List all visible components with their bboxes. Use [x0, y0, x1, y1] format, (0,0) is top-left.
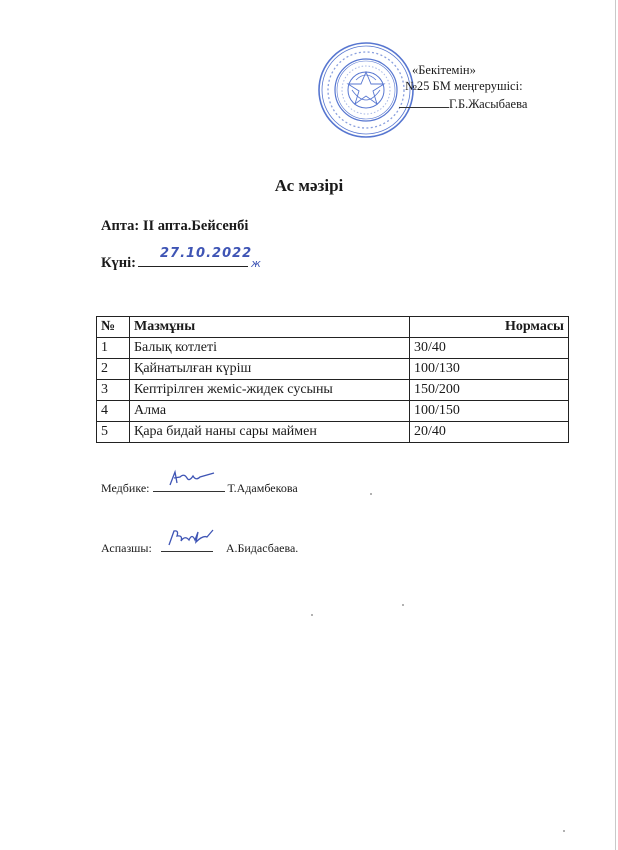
- scan-speck: [563, 830, 565, 832]
- row-norm: 20/40: [410, 422, 569, 443]
- header-number: №: [97, 317, 130, 338]
- nurse-signature-icon: [167, 469, 217, 489]
- week-line: Апта: II апта.Бейсенбі: [101, 218, 249, 234]
- table-row: [97, 401, 569, 422]
- cook-signature-blank: [161, 537, 213, 552]
- row-number: 1: [97, 338, 130, 359]
- cook-label: Аспазшы:: [101, 541, 152, 555]
- cook-name: А.Бидасбаева.: [225, 541, 299, 555]
- nurse-label: Медбике:: [101, 481, 150, 495]
- row-norm: 30/40: [410, 338, 569, 359]
- date-line: [101, 246, 261, 272]
- approval-name: Г.Б.Жасыбаева: [449, 97, 528, 111]
- row-norm: 150/200: [410, 380, 569, 401]
- nurse-signature-blank: [153, 477, 225, 492]
- scan-speck: [402, 604, 404, 606]
- date-blank: [138, 246, 253, 267]
- row-dish: Қара бидай наны сары маймен: [130, 422, 410, 443]
- cook-signature-icon: [165, 527, 217, 549]
- menu-table: [96, 316, 569, 443]
- handwritten-date: 27.10.2022: [159, 246, 253, 261]
- approval-position: №25 БМ меңгерушісі:: [405, 79, 523, 93]
- scan-speck: [311, 614, 313, 616]
- official-stamp: [316, 40, 416, 140]
- table-row: [97, 422, 569, 443]
- header-content: Мазмұны: [130, 317, 410, 338]
- scan-edge: [615, 0, 616, 850]
- row-norm: 100/130: [410, 359, 569, 380]
- date-label: Күні:: [101, 255, 136, 271]
- row-dish: Кептірілген жеміс-жидек сусыны: [130, 380, 410, 401]
- cook-signature-row: [101, 537, 298, 556]
- row-number: 4: [97, 401, 130, 422]
- signature-blank: [399, 107, 449, 108]
- approval-signature-line: [399, 96, 527, 112]
- header-norm: Нормасы: [410, 317, 569, 338]
- table-row: [97, 359, 569, 380]
- row-dish: Алма: [130, 401, 410, 422]
- scan-speck: [370, 493, 372, 495]
- approval-label: «Бекітемін»: [412, 63, 476, 77]
- table-row: [97, 338, 569, 359]
- nurse-name: Т.Адамбекова: [227, 481, 298, 495]
- row-number: 5: [97, 422, 130, 443]
- row-dish: Балық котлеті: [130, 338, 410, 359]
- row-number: 2: [97, 359, 130, 380]
- table-header-row: [97, 317, 569, 338]
- row-number: 3: [97, 380, 130, 401]
- row-dish: Қайнатылған күріш: [130, 359, 410, 380]
- row-norm: 100/150: [410, 401, 569, 422]
- page-title: Ас мәзірі: [274, 176, 344, 195]
- table-row: [97, 380, 569, 401]
- nurse-signature-row: [101, 477, 298, 496]
- date-suffix: ж: [250, 257, 261, 270]
